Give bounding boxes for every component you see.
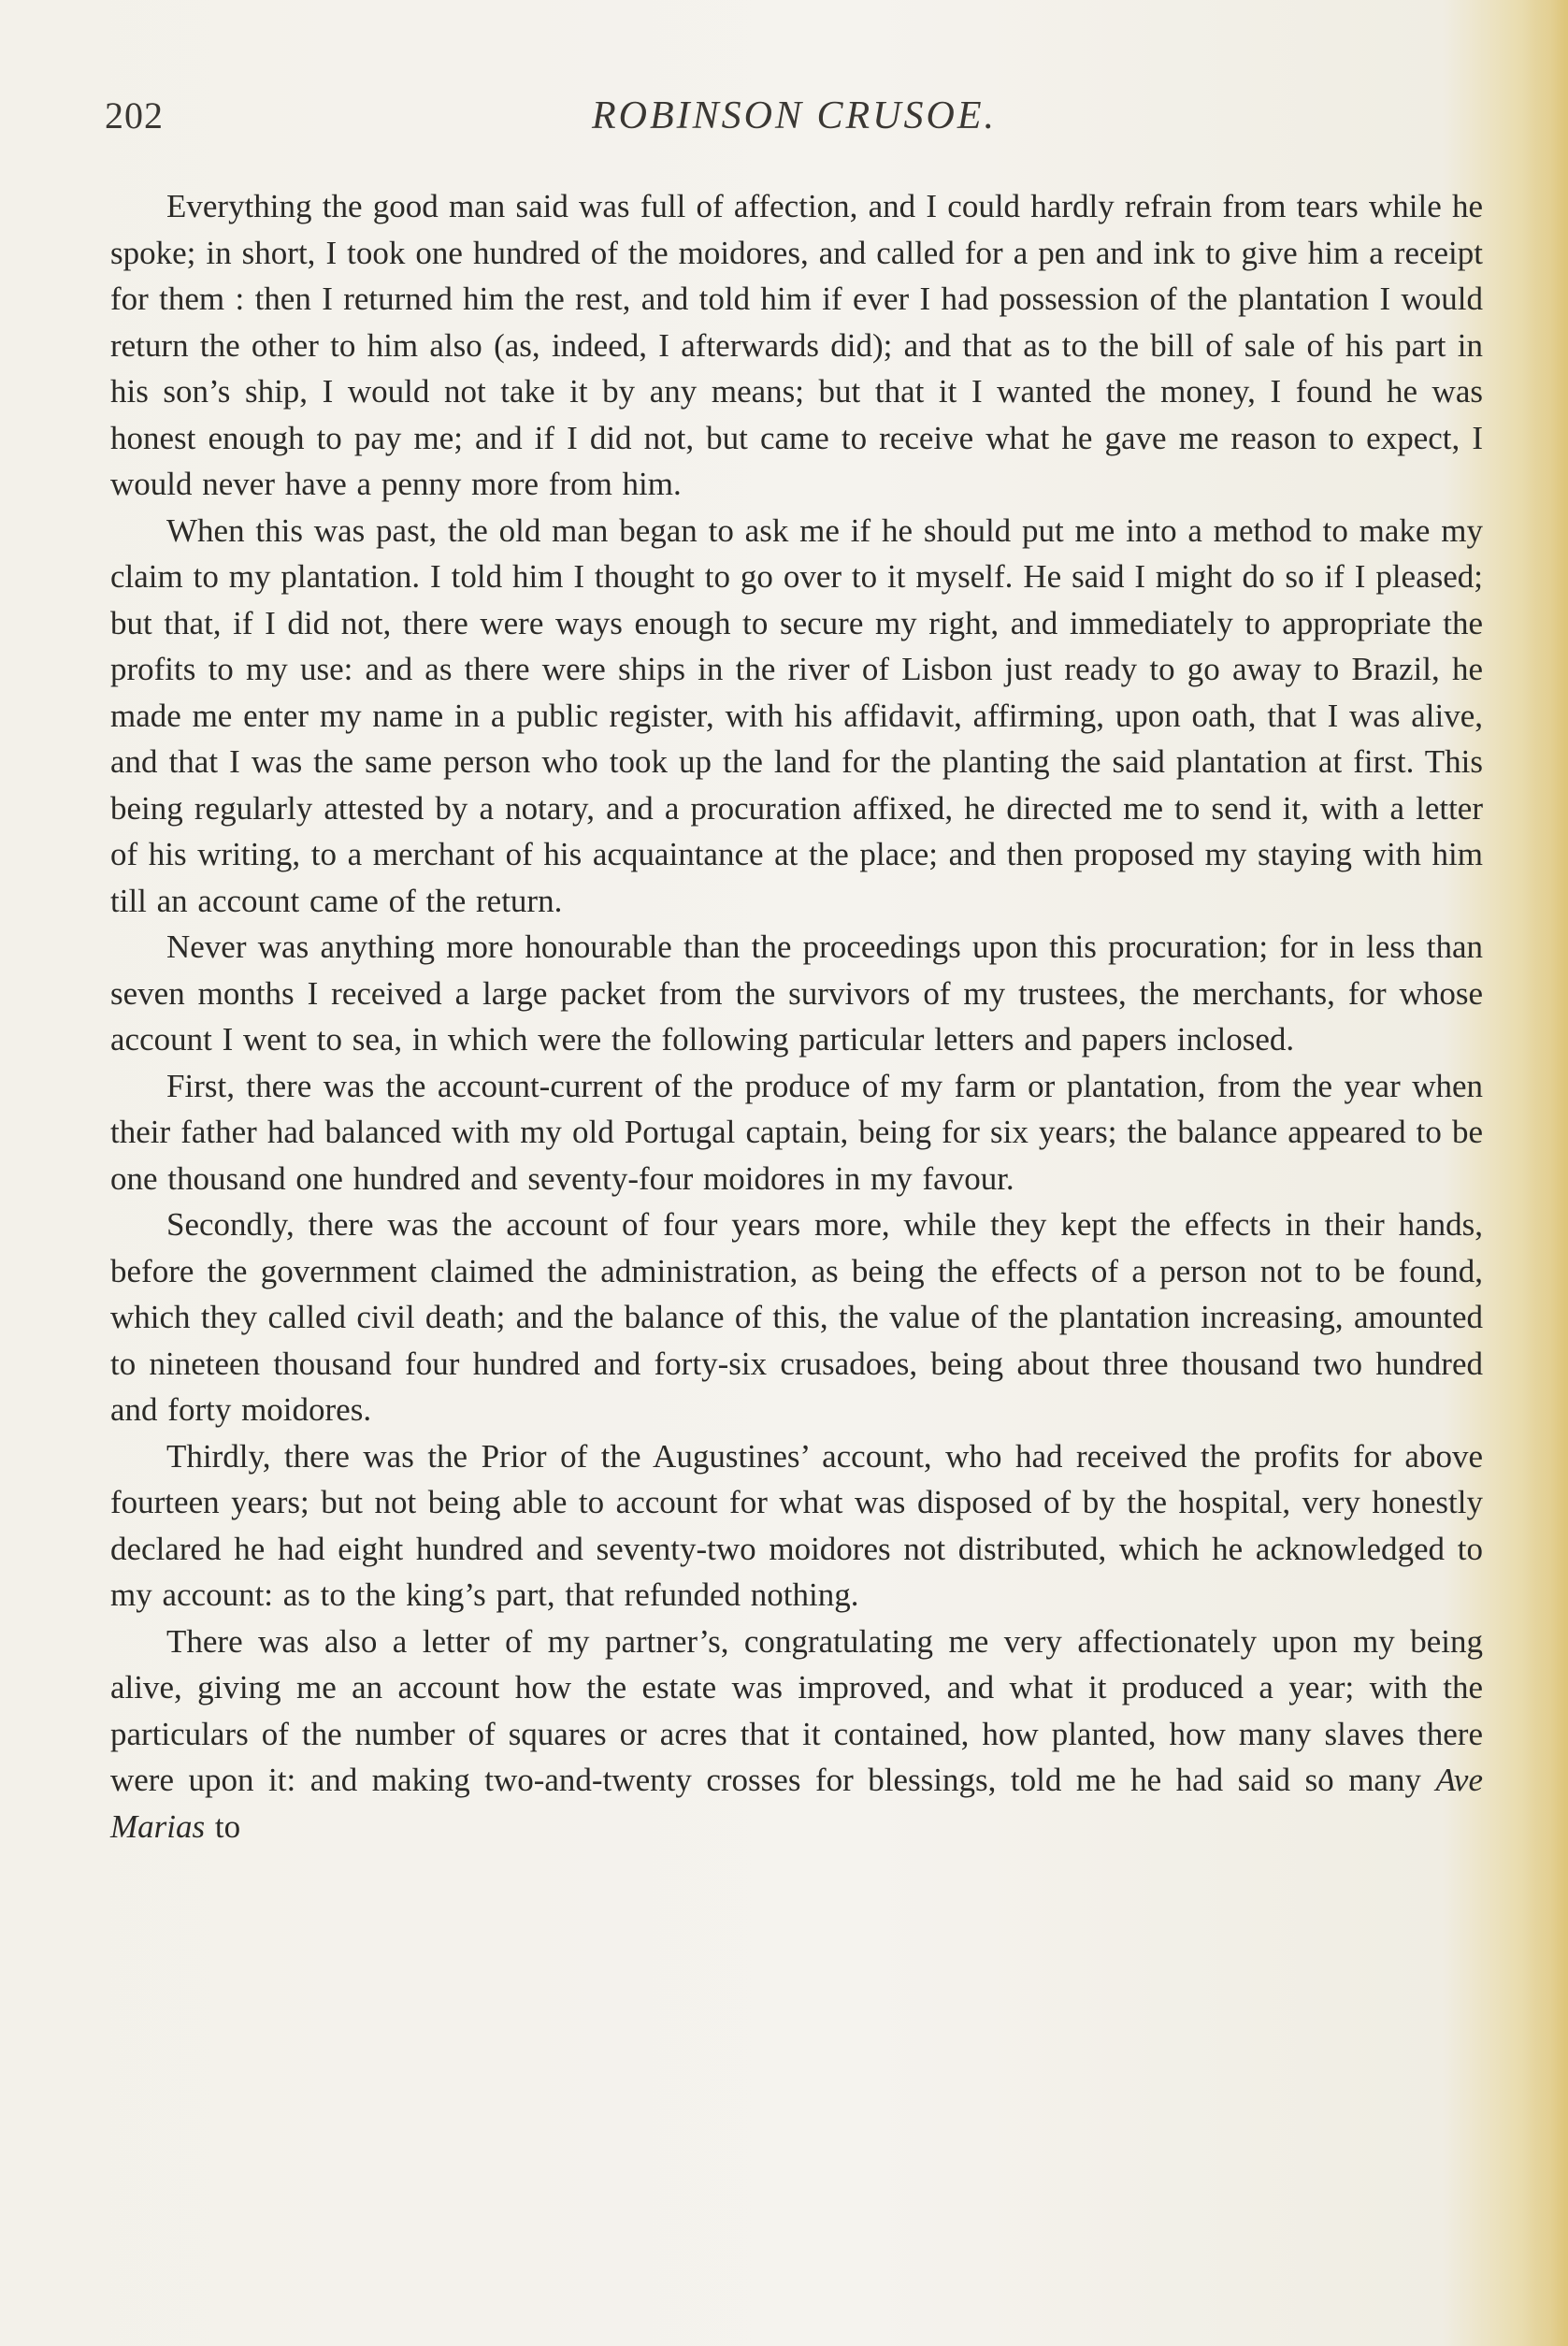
running-title: ROBINSON CRUSOE.: [592, 94, 997, 137]
paragraph-2: When this was past, the old man began to ask me if he should put me into a method to make my claim to my plantation. I told him I thought to go over to it myself. He said I might do so if I pleased; but that, if I did not, there were ways enough to secure my right, and immediately to appropriate the profits to my use: and as there were ships in the river of Lisbon just ready to go away to Brazil, he made me enter my name in a public register, with his affidavit, affirming, upon oath, that I was alive, and that I was the same person who took up the land for the planting the said plantation at first. This being regularly attested by a notary, and a procuration affixed, he directed me to send it, with a letter of his writing, to a merchant of his acquaintance at the place; and then proposed my staying with him till an account came of the return.: [110, 511, 1483, 919]
paragraph-7-text: There was also a letter of my partner’s, congratulating me very affectionately upon my being alive, giving me an account how the estate was improved, and what it produced a year; with the particulars of the number of squares or acres that it contained, how planted, how many slaves there were upon it: and making two-and-twenty crosses for blessings, told me he had said so many: [110, 1622, 1483, 1798]
paragraph-1: Everything the good man said was full of affection, and I could hardly refrain from tears while he spoke; in short, I took one hundred of the moidores, and called for a pen and ink to give him a receipt for them : then I returned him the rest, and told him if ever I had possession of the plantation I would return the other to him also (as, indeed, I afterwards did); and that as to the bill of sale of his part in his son’s ship, I would not take it by any means; but that it I wanted the money, I found he was honest enough to pay me; and if I did not, but came to receive what he gave me reason to expect, I would never have a penny more from him.: [110, 188, 1483, 502]
paragraph-6: Thirdly, there was the Prior of the Augustines’ account, who had received the profits for above fourteen years; but not being able to account for what was disposed of by the hospital, very honestly declared he had eight hundred and seventy-two moidores not distributed, which he acknowledged to my account: as to the king’s part, that refunded nothing.: [110, 1437, 1483, 1613]
paragraph-3: Never was anything more honourable than the proceedings upon this procuration; for in less than seven months I received a large packet from the survivors of my trustees, the merchants, for whose account I went to sea, in which were the following particular letters and papers inclosed.: [110, 928, 1483, 1058]
paragraph-5: Secondly, there was the account of four years more, while they kept the effects in their hands, before the government claimed the administration, as being the effects of a person not to be found, which they called civil death; and the balance of this, the value of the plantation increasing, amounted to nineteen thousand four hundred and forty-six crusadoes, being about three thousand two hundred and forty moidores.: [110, 1206, 1483, 1428]
page-edge-shadow: [1523, 0, 1568, 2346]
body-text: [110, 183, 1483, 1849]
paragraph-7-ending: to: [214, 1807, 241, 1845]
page-header: [105, 94, 1484, 150]
paragraph-7-italic: Ave Marias: [110, 1762, 1483, 1845]
paragraph-7: [110, 1619, 1483, 1850]
page-number: 202: [105, 94, 164, 137]
paragraph-4: First, there was the account-current of the produce of my farm or plantation, from the year when their father had balanced with my old Portugal captain, being for six years; the balance appeared to be one thousand one hundred and seventy-four moidores in my favour.: [110, 1067, 1483, 1197]
